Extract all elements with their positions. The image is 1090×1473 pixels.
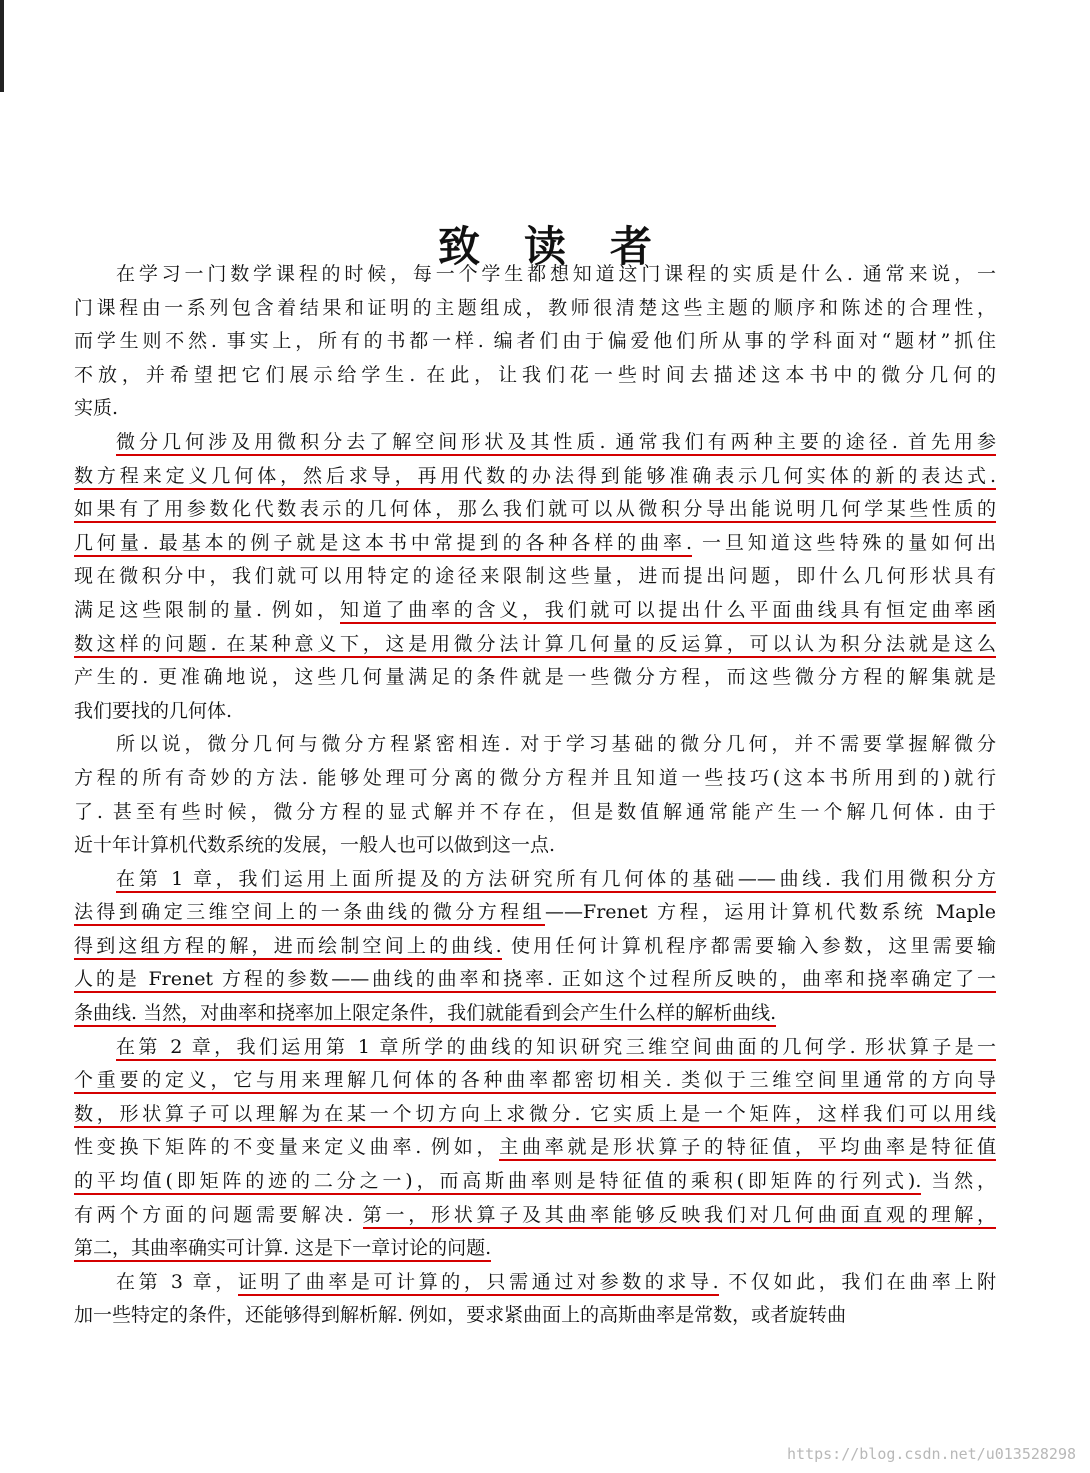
underlined-text: 数方程来定义几何体，然后求导，再用代数的办法得到能够准确表示几何实体的新的表达式. [74,465,996,490]
paragraph [74,863,996,1031]
text-line [74,829,996,863]
text-line [74,325,996,359]
underlined-text: 第一，形状算子及其曲率能够反映我们对几何曲面直观的理解， [363,1204,996,1229]
paragraph [74,426,996,728]
page-title: 致读者 [437,222,696,272]
text-segment: 加一些特定的条件，还能够得到解析解. 例如，要求紧曲面上的高斯曲率是常数，或者旋转曲 [74,1304,847,1327]
underlined-text: 数这样的问题. 在某种意义下，这是用微分法计算几何量的反运算，可以认为积分法就是这么 [74,633,996,658]
paragraph [74,728,996,862]
text-line [74,292,996,326]
underlined-text: 几何量. 最基本的例子就是这本书中常提到的各种各样的曲率. [74,532,692,557]
text-line [74,1199,996,1233]
text-segment: 有两个方面的问题需要解决. [74,1203,363,1226]
text-segment: 所以说，微分几何与微分方程紧密相连. 对于学习基础的微分几何，并不需要掌握解微分 [116,733,996,756]
text-segment: 而学生则不然. 事实上，所有的书都一样. 编者们由于偏爱他们所从事的学科面对“题材”抓住 [74,330,996,353]
text-line [74,1031,996,1065]
text-segment: 了. 甚至有些时候，微分方程的显式解并不存在，但是数值解通常能产生一个解几何体. 由于 [74,800,996,823]
underlined-text: 人的是 Frenet 方程的参数——曲线的曲率和挠率. 正如这个过程所反映的，曲率和挠率确定了一 [74,968,996,993]
paragraph [74,258,996,426]
text-segment: 门课程由一系列包含着结果和证明的主题组成，教师很清楚这些主题的顺序和陈述的合理性， [74,296,996,319]
text-segment: 性变换下矩阵的不变量来定义曲率. 例如， [74,1136,500,1159]
text-line [74,460,996,494]
text-segment: 一旦知道这些特殊的量如何出 [691,531,996,554]
underlined-text: 条曲线. 当然，对曲率和挠率加上限定条件，我们就能看到会产生什么样的解析曲线. [74,1002,776,1027]
text-line [74,728,996,762]
text-line [74,493,996,527]
text-segment: 我们要找的几何体. [74,699,233,722]
text-line [74,997,996,1031]
text-line [74,963,996,997]
text-segment: ——Frenet 方程，运用计算机代数系统 Maple [545,901,996,924]
text-line [74,695,996,729]
text-line [74,1064,996,1098]
body-text [74,258,996,1333]
text-segment: 不放，并希望把它们展示给学生. 在此，让我们花一些时间去描述这本书中的微分几何的 [74,363,996,386]
text-line [74,661,996,695]
text-line [74,594,996,628]
text-line [74,930,996,964]
text-segment: 实质. [74,397,119,420]
text-line [74,1299,996,1333]
text-line [74,392,996,426]
text-segment: 当然， [921,1170,996,1193]
paragraph [74,1266,996,1333]
underlined-text: 知道了曲率的含义，我们就可以提出什么平面曲线具有恒定曲率函 [340,599,996,624]
underlined-text: 法得到确定三维空间上的一条曲线的微分方程组 [74,901,545,926]
watermark-text: https://blog.csdn.net/u013528298 [787,1445,1076,1463]
text-segment: 现在微积分中，我们就可以用特定的途径来限制这些量，进而提出问题，即什么几何形状具有 [74,565,996,588]
text-segment: 不仅如此，我们在曲率上附 [718,1270,996,1293]
text-line [74,863,996,897]
text-line [74,527,996,561]
text-segment: 使用任何计算机程序都需要输入参数，这里需要输 [501,934,996,957]
underlined-text: 在第 2 章，我们运用第 1 章所学的曲线的知识研究三维空间曲面的几何学. 形状算子是一 [116,1036,996,1061]
underlined-text: 个重要的定义，它与用来理解几何体的各种曲率都密切相关. 类似于三维空间里通常的方向导 [74,1069,996,1094]
text-segment: 方程的所有奇妙的方法. 能够处理可分离的微分方程并且知道一些技巧(这本书所用到的)就行 [74,766,996,789]
underlined-text: 得到这组方程的解，进而绘制空间上的曲线. [74,935,502,960]
text-line [74,796,996,830]
text-line [74,426,996,460]
underlined-text: 的平均值(即矩阵的迹的二分之一)，而高斯曲率则是特征值的乘积(即矩阵的行列式). [74,1170,921,1195]
text-segment: 产生的. 更准确地说，这些几何量满足的条件就是一些微分方程，而这些微分方程的解集就是 [74,666,996,689]
text-line [74,628,996,662]
underlined-text: 第二，其曲率确实可计算. 这是下一章讨论的问题. [74,1237,491,1262]
text-line [74,1131,996,1165]
text-line [74,560,996,594]
paragraph [74,1031,996,1266]
text-line [74,896,996,930]
text-segment: 满足这些限制的量. 例如， [74,598,341,621]
underlined-text: 如果有了用参数化代数表示的几何体，那么我们就可以从微积分导出能说明几何学某些性质的 [74,498,996,523]
text-line [74,1098,996,1132]
text-line [74,762,996,796]
text-line [74,1232,996,1266]
underlined-text: 数，形状算子可以理解为在某一个切方向上求微分. 它实质上是一个矩阵，这样我们可以用线 [74,1103,996,1128]
text-segment: 在第 3 章， [116,1270,238,1293]
text-line [74,258,996,292]
text-segment: 近十年计算机代数系统的发展，一般人也可以做到这一点. [74,834,556,857]
text-segment: 在学习一门数学课程的时候，每一个学生都想知道这门课程的实质是什么. 通常来说，一 [116,263,996,285]
scan-edge-mark [0,0,4,92]
underlined-text: 主曲率就是形状算子的特征值，平均曲率是特征值 [499,1136,996,1161]
underlined-text: 证明了曲率是可计算的，只需通过对参数的求导. [238,1271,719,1296]
text-line [74,1266,996,1300]
underlined-text: 在第 1 章，我们运用上面所提及的方法研究所有几何体的基础——曲线. 我们用微积分方 [116,868,996,893]
text-line [74,359,996,393]
underlined-text: 微分几何涉及用微积分去了解空间形状及其性质. 通常我们有两种主要的途径. 首先用参 [116,431,996,456]
text-line [74,1165,996,1199]
